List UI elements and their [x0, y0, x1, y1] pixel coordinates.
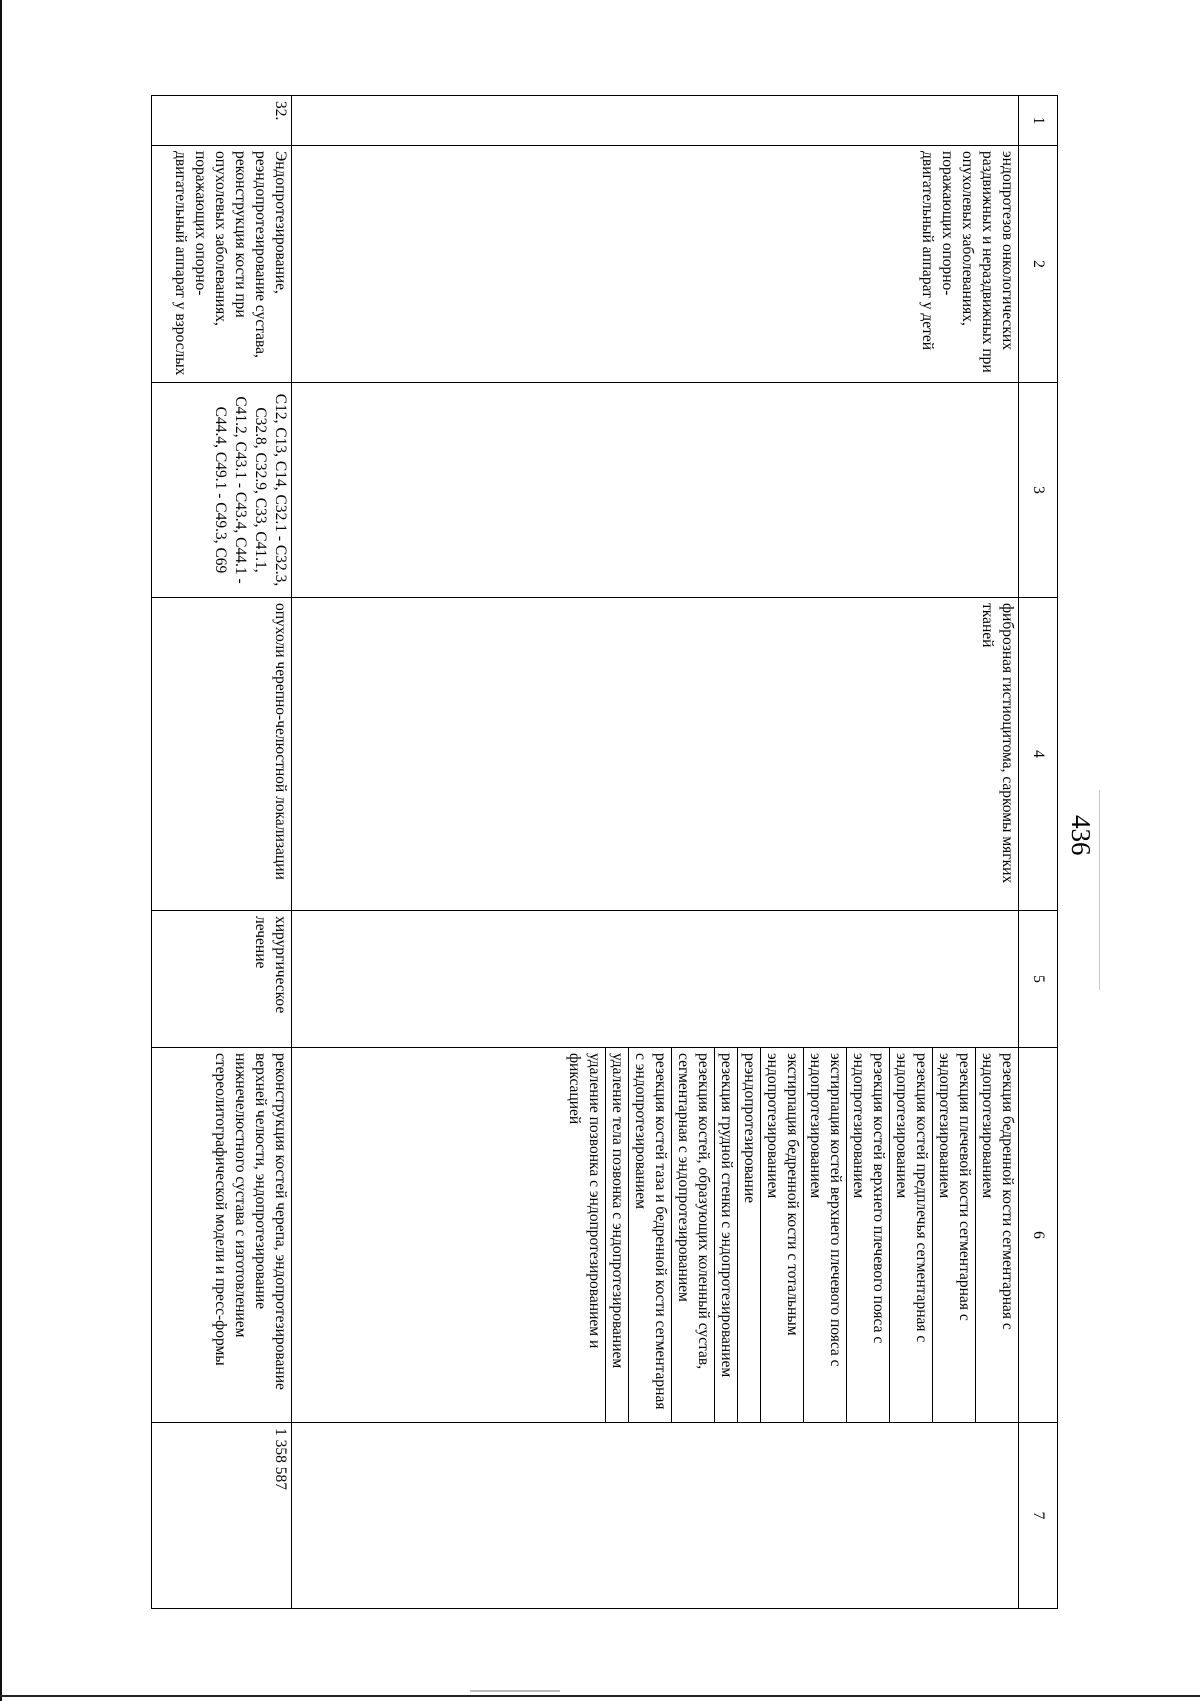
- row-a-diagnosis: фиброзная гистиоцитома, саркомы мягких тканей: [292, 598, 1019, 911]
- row-b-methods: реконструкция костей черепа, эндопротезирование верхней челюсти, эндопротезирование нижнечелюстного сустава с изготовлением стереолитографической модели и пресс-формы: [152, 1048, 292, 1423]
- header-cell-1: 1: [1019, 96, 1058, 146]
- page-number: 436: [1066, 815, 1096, 856]
- scan-edge-bottom: [0, 1695, 1200, 1697]
- list-item: [629, 1048, 672, 1422]
- method-item: резекция плечевой кости сегментарная с эндопротезированием: [933, 1048, 976, 1422]
- row-a-cost: [292, 1423, 1019, 1609]
- header-cell-7: 7: [1019, 1423, 1058, 1609]
- list-item: [847, 1048, 890, 1422]
- row-a-codes: [292, 383, 1019, 598]
- services-table: [151, 95, 1058, 1609]
- header-cell-2: 2: [1019, 146, 1058, 383]
- row-b-codes: C12, C13, C14, C32.1 - C32.3, C32.8, C32.9, C33, C41.1, C41.2, C43.1 - C43.4, C44.1 - C44.4, C49.1 - C49.3, C69: [152, 383, 292, 598]
- header-cell-4: 4: [1019, 598, 1058, 911]
- row-a-number: [292, 96, 1019, 146]
- scan-edge-left: [0, 0, 2, 1701]
- row-b-number: 32.: [152, 96, 292, 146]
- list-item: [933, 1048, 976, 1422]
- header-row: [1019, 96, 1058, 1609]
- method-item: удаление позвонка с эндопротезированием и фиксацией: [563, 1048, 606, 1422]
- method-item: резекция костей предплечья сегментарная с эндопротезированием: [890, 1048, 933, 1422]
- row-a-method-name: эндопротезов онкологических раздвижных и нераздвижных при опухолевых заболеваниях, поражающих опорно-двигательный аппарат у детей: [292, 146, 1019, 383]
- row-a-treatment-type: [292, 911, 1019, 1048]
- list-item: [738, 1048, 761, 1422]
- method-item: резекция костей, образующих коленный сустав, сегментарная с эндопротезированием: [672, 1048, 715, 1422]
- method-item: реэндопротезирование: [738, 1048, 761, 1422]
- list-item: [563, 1048, 606, 1422]
- table-row: [292, 96, 1019, 1609]
- list-item: [672, 1048, 715, 1422]
- list-item: [606, 1048, 629, 1422]
- method-item: резекция костей таза и бедренной кости сегментарная с эндопротезированием: [629, 1048, 672, 1422]
- method-item: резекция грудной стенки с эндопротезированием: [715, 1048, 738, 1422]
- method-item: удаление тела позвонка с эндопротезированием: [606, 1048, 629, 1422]
- header-cell-6: 6: [1019, 1048, 1058, 1423]
- row-b-diagnosis: опухоли черепно-челюстной локализации: [152, 598, 292, 911]
- row-b-method-name: Эндопротезирование, реэндопротезирование сустава, реконструкция кости при опухолевых заболеваниях, поражающих опорно-двигательный аппарат у взрослых: [152, 146, 292, 383]
- rotated-page: [22, 95, 1102, 1695]
- row-b-treatment-type: хирургическое лечение: [152, 911, 292, 1048]
- row-a-methods-list: [563, 1048, 1018, 1422]
- method-item: резекция костей верхнего плечевого пояса с эндопротезированием: [847, 1048, 890, 1422]
- row-a-methods: [292, 1048, 1019, 1423]
- method-item: резекция бедренной кости сегментарная с эндопротезированием: [979, 1053, 1016, 1330]
- header-cell-3: 3: [1019, 383, 1058, 598]
- method-item: экстирпация костей верхнего плечевого пояса с эндопротезированием: [804, 1048, 847, 1422]
- list-item: [761, 1048, 804, 1422]
- table-row: [152, 96, 292, 1609]
- row-b-cost: 1 358 587: [152, 1423, 292, 1609]
- list-item: [715, 1048, 738, 1422]
- header-cell-5: 5: [1019, 911, 1058, 1048]
- list-item: [976, 1048, 1019, 1422]
- method-item: экстирпация бедренной кости с тотальным эндопротезированием: [761, 1048, 804, 1422]
- list-item: [804, 1048, 847, 1422]
- list-item: [890, 1048, 933, 1422]
